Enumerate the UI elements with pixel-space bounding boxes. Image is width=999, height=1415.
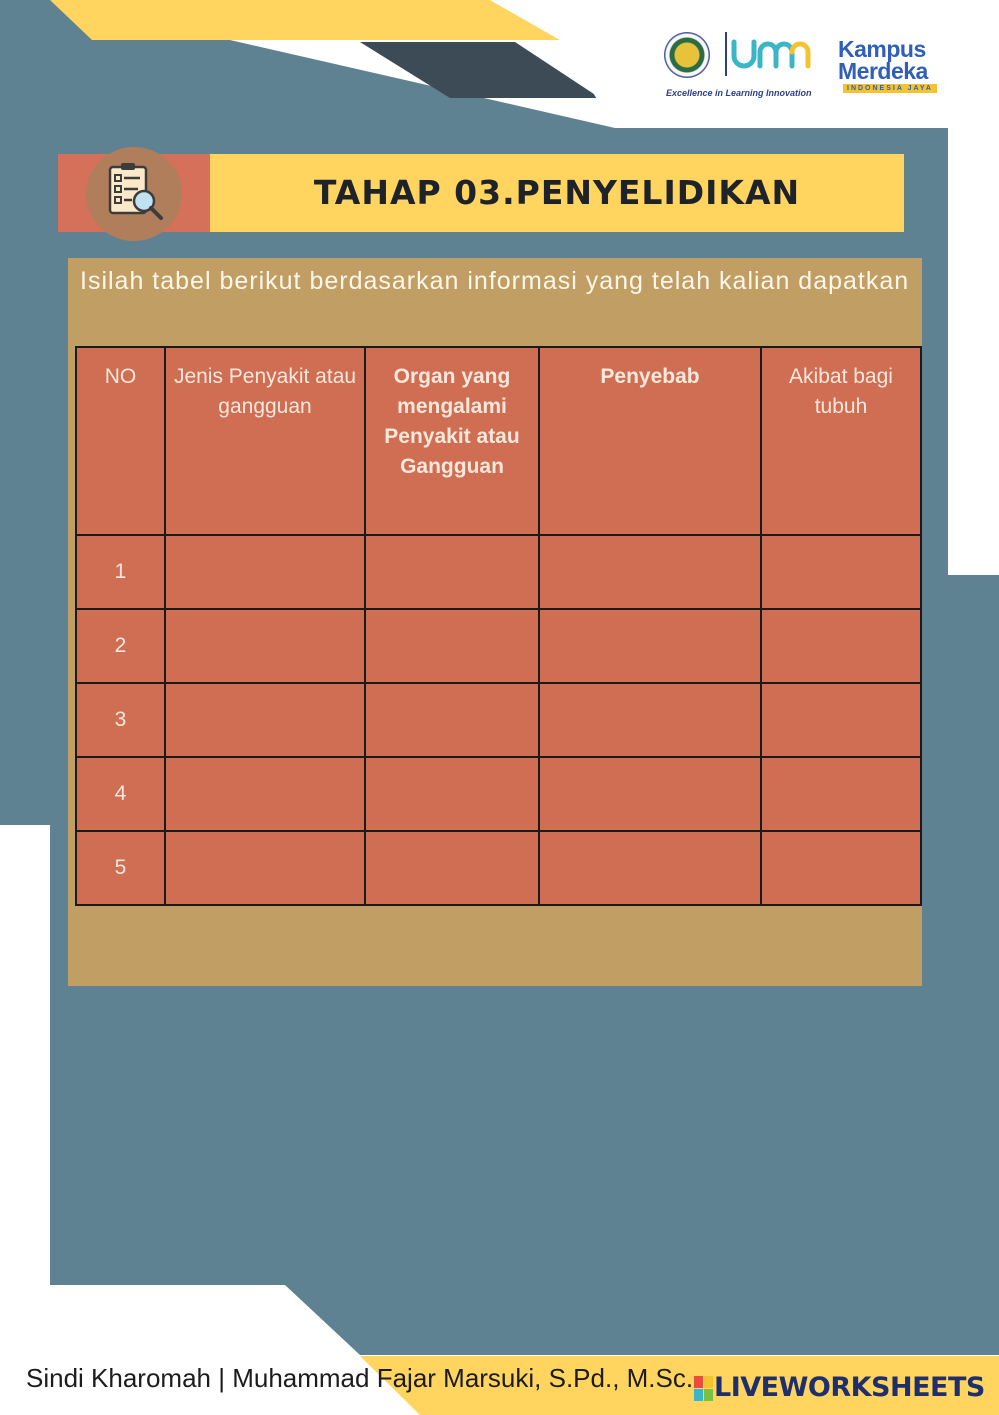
header-no: NO bbox=[76, 347, 165, 535]
liveworksheets-logo-icon bbox=[694, 1376, 714, 1402]
instruction-text: Isilah tabel berikut berdasarkan informasi yang telah kalian dapatkan bbox=[80, 267, 910, 295]
investigation-table bbox=[75, 346, 922, 906]
organ-cell[interactable] bbox=[365, 757, 539, 831]
organ-cell[interactable] bbox=[365, 535, 539, 609]
author-credits: Sindi Kharomah | Muhammad Fajar Marsuki, S.Pd., M.Sc. bbox=[26, 1363, 694, 1393]
header-cause: Penyebab bbox=[539, 347, 761, 535]
kampus-merdeka-logo bbox=[838, 38, 928, 82]
university-seal-logo bbox=[664, 32, 710, 78]
organ-cell[interactable] bbox=[365, 609, 539, 683]
kampus-merdeka-line1: Kampus bbox=[838, 36, 926, 62]
effect-cell[interactable] bbox=[761, 831, 921, 905]
header-effect: Akibat bagi tubuh bbox=[761, 347, 921, 535]
effect-cell[interactable] bbox=[761, 609, 921, 683]
effect-cell[interactable] bbox=[761, 535, 921, 609]
cause-cell[interactable] bbox=[539, 683, 761, 757]
liveworksheets-label: LIVEWORKSHEETS bbox=[714, 1372, 985, 1403]
cause-cell[interactable] bbox=[539, 535, 761, 609]
disease-cell[interactable] bbox=[165, 757, 365, 831]
kampus-merdeka-sub: INDONESIA JAYA bbox=[843, 84, 937, 93]
cause-cell[interactable] bbox=[539, 609, 761, 683]
effect-cell[interactable] bbox=[761, 757, 921, 831]
row-number: 5 bbox=[76, 831, 165, 905]
header-disease: Jenis Penyakit atau gangguan bbox=[165, 347, 365, 535]
liveworksheets-watermark bbox=[690, 1372, 985, 1403]
checklist-magnifier-icon bbox=[104, 163, 168, 225]
organ-cell[interactable] bbox=[365, 683, 539, 757]
page-title: TAHAP 03.PENYELIDIKAN bbox=[313, 173, 801, 212]
disease-cell[interactable] bbox=[165, 609, 365, 683]
disease-cell[interactable] bbox=[165, 831, 365, 905]
disease-cell[interactable] bbox=[165, 535, 365, 609]
um-logo bbox=[724, 30, 816, 80]
table-row bbox=[76, 535, 921, 609]
kampus-merdeka-line2: Merdeka bbox=[838, 58, 928, 84]
disease-cell[interactable] bbox=[165, 683, 365, 757]
um-tagline: Excellence in Learning Innovation bbox=[666, 88, 812, 98]
table-row bbox=[76, 683, 921, 757]
table-row bbox=[76, 757, 921, 831]
header-organ: Organ yang mengalami Penyakit atau Gangguan bbox=[365, 347, 539, 535]
row-number: 3 bbox=[76, 683, 165, 757]
header-logos bbox=[660, 28, 960, 108]
table-row bbox=[76, 609, 921, 683]
effect-cell[interactable] bbox=[761, 683, 921, 757]
cause-cell[interactable] bbox=[539, 757, 761, 831]
cause-cell[interactable] bbox=[539, 831, 761, 905]
row-number: 2 bbox=[76, 609, 165, 683]
row-number: 1 bbox=[76, 535, 165, 609]
row-number: 4 bbox=[76, 757, 165, 831]
table-row bbox=[76, 831, 921, 905]
organ-cell[interactable] bbox=[365, 831, 539, 905]
